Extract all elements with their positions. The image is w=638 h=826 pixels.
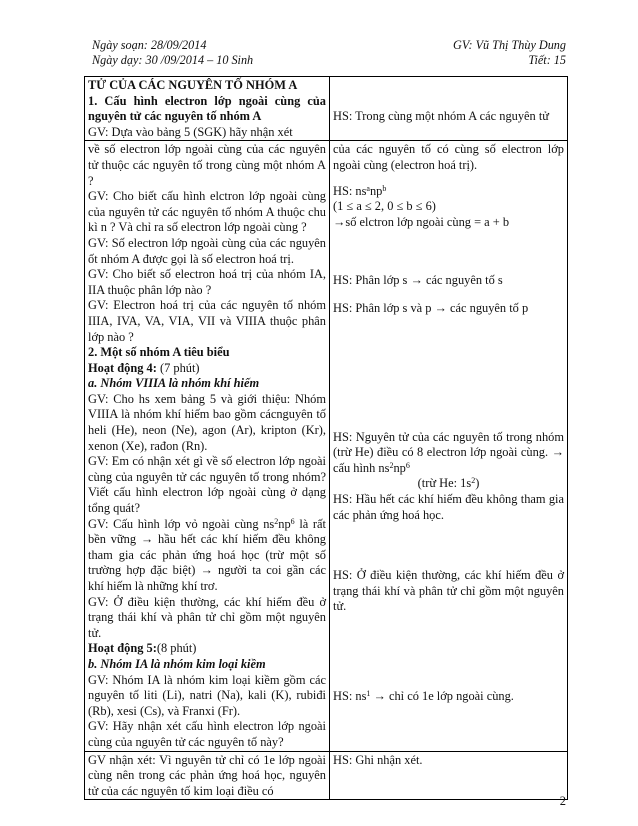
teacher-note: GV nhận xét: Vì nguyên tử chỉ có 1e lớp ngoài cùng nên trong các phản ứng hoá học, nguyên tử của các nguyên tố kim loại điều có — [88, 752, 326, 798]
student-answer: HS: Phân lớp s → các nguyên tố s — [333, 273, 503, 288]
student-answer: của các nguyên tố có cùng số electron lớp ngoài cùng (electron hoá trị). — [333, 142, 564, 172]
student-answer: HS: Ở điều kiện thường, các khí hiếm đều ở trạng thái khí và phân tử chỉ gồm một nguyên tử. — [333, 568, 564, 614]
student-answer: HS: Ghi nhận xét. — [333, 752, 423, 767]
student-answer: (trừ He: $1s^2$) — [417, 476, 480, 491]
lesson-table — [84, 76, 568, 800]
teacher-note: GV: Cấu hình lớp vỏ ngoài cùng $ns^2np^6$ là rất bền vững → hầu hết các khí hiếm đều không tham gia các phản ứng hoá học (trừ một số trường hợp đặc biệt) → người ta coi gần các khí hiếm là những khí trơ. — [88, 516, 326, 593]
activity-time: (7 phút) — [156, 360, 200, 375]
teacher-question: về số electron lớp ngoài cùng của các nguyên tử thuộc các nguyên tố trong cùng một nhóm A ? — [88, 142, 326, 188]
student-answer: HS: Hầu hết các khí hiếm đều không tham gia các phản ứng hoá học. — [333, 491, 564, 522]
teacher-name: GV: Vũ Thị Thùy Dung — [453, 38, 566, 52]
teacher-note: GV: Cho hs xem bảng 5 và giới thiệu: Nhóm VIIIA là nhóm khí hiếm bao gồm cácnguyên tố heli (He), neon (Ne), agon (Ar), kripton (Kr), xenon (Xe), rađon (Rn). — [88, 391, 326, 453]
student-answer: →số elctron lớp ngoài cùng = a + b — [333, 214, 510, 229]
section-heading-1: 1. Cấu hình electron lớp ngoài cùng của nguyên tử các nguyên tố nhóm A — [88, 93, 326, 124]
teacher-note: GV: Nhóm IA là nhóm kim loại kiềm gồm các nguyên tố liti (Li), natri (Na), kali (K), rubiđi (Rb), xesi (Cs), và Franxi (Fr). — [88, 672, 326, 718]
teacher-question: GV: Electron hoá trị của các nguyên tố nhóm IIIA, IVA, VA, VIA, VII và VIIIA thuộc phân lớp nào ? — [88, 298, 326, 344]
section-heading-2: 2. Một số nhóm A tiêu biểu — [88, 345, 230, 360]
teacher-column-cell — [85, 77, 330, 141]
activity-label: Hoạt động 5: — [88, 641, 157, 656]
student-column-cell — [330, 77, 568, 141]
page-number: 2 — [559, 794, 566, 808]
activity-label: Hoạt động 4: — [88, 360, 157, 375]
student-answer: HS: Trong cùng một nhóm A các nguyên tử — [333, 109, 549, 123]
teacher-question: GV: Cho biết cấu hình elctron lớp ngoài cùng của nguyên tử các nguyên tố nhóm A thuộc chu kì n ? Và chỉ ra số electron lớp ngoài cùng ? — [88, 189, 326, 235]
page-header-left — [92, 38, 253, 68]
activity-5-heading — [88, 641, 326, 657]
subsection-heading-a: a. Nhóm VIIIA là nhóm khí hiếm — [88, 376, 260, 391]
student-column-cell — [330, 141, 568, 751]
lesson-teach-date: Ngày dạy: 30 /09/2014 – 10 Sinh — [92, 53, 254, 67]
activity-time: (8 phút) — [156, 641, 197, 656]
table-row — [85, 77, 568, 141]
teacher-column-cell — [85, 141, 330, 751]
student-answer: HS: $ns^anp^b$ — [333, 183, 387, 198]
teacher-note: GV: Ở điều kiện thường, các khí hiếm đều ở trạng thái khí và phân tử chỉ gồm một nguyên tử. — [88, 594, 326, 640]
table-row — [85, 751, 568, 800]
teacher-column-cell — [85, 751, 330, 800]
lesson-period: Tiết: 15 — [528, 53, 566, 67]
teacher-note: GV: Số electron lớp ngoài cùng của các nguyên ốt nhóm A được gọi là số electron hoá trị. — [88, 235, 326, 266]
student-answer: HS: Phân lớp s và p → các nguyên tố p — [333, 300, 529, 315]
page-header-right — [453, 38, 566, 68]
teacher-question: GV: Cho biết số electron hoá trị của nhóm IA, IIA thuộc phân lớp nào ? — [88, 267, 326, 297]
student-answer: HS: $ns^1$ → chỉ có 1e lớp ngoài cùng. — [333, 688, 514, 703]
section-title-continued: TỬ CỦA CÁC NGUYÊN TỐ NHÓM A — [88, 78, 298, 92]
student-answer: (1 ≤ a ≤ 2, 0 ≤ b ≤ 6) — [333, 199, 436, 214]
teacher-question: GV: Hãy nhận xét cấu hình electron lớp ngoài cùng của nguyên tử các nguyên tố này? — [88, 719, 326, 749]
lesson-prep-date: Ngày soạn: 28/09/2014 — [92, 38, 207, 52]
teacher-question: GV: Dựa vào bảng 5 (SGK) hãy nhận xét — [88, 124, 293, 139]
activity-4-heading — [88, 361, 326, 377]
table-row — [85, 141, 568, 751]
student-column-cell — [330, 751, 568, 800]
subsection-heading-b: b. Nhóm IA là nhóm kim loại kiềm — [88, 656, 266, 671]
teacher-question: GV: Em có nhận xét gì về số electron lớp ngoài cùng của nguyên tử các nguyên tố trong nhóm? Viết cấu hình electron lớp ngoài cùng ở dạng tổng quát? — [88, 454, 326, 516]
student-answer: HS: Nguyên tử của các nguyên tố trong nhóm (trừ He) điều có 8 electron lớp ngoài cùng. → cấu hình $ns^2np^6$ — [333, 429, 564, 475]
